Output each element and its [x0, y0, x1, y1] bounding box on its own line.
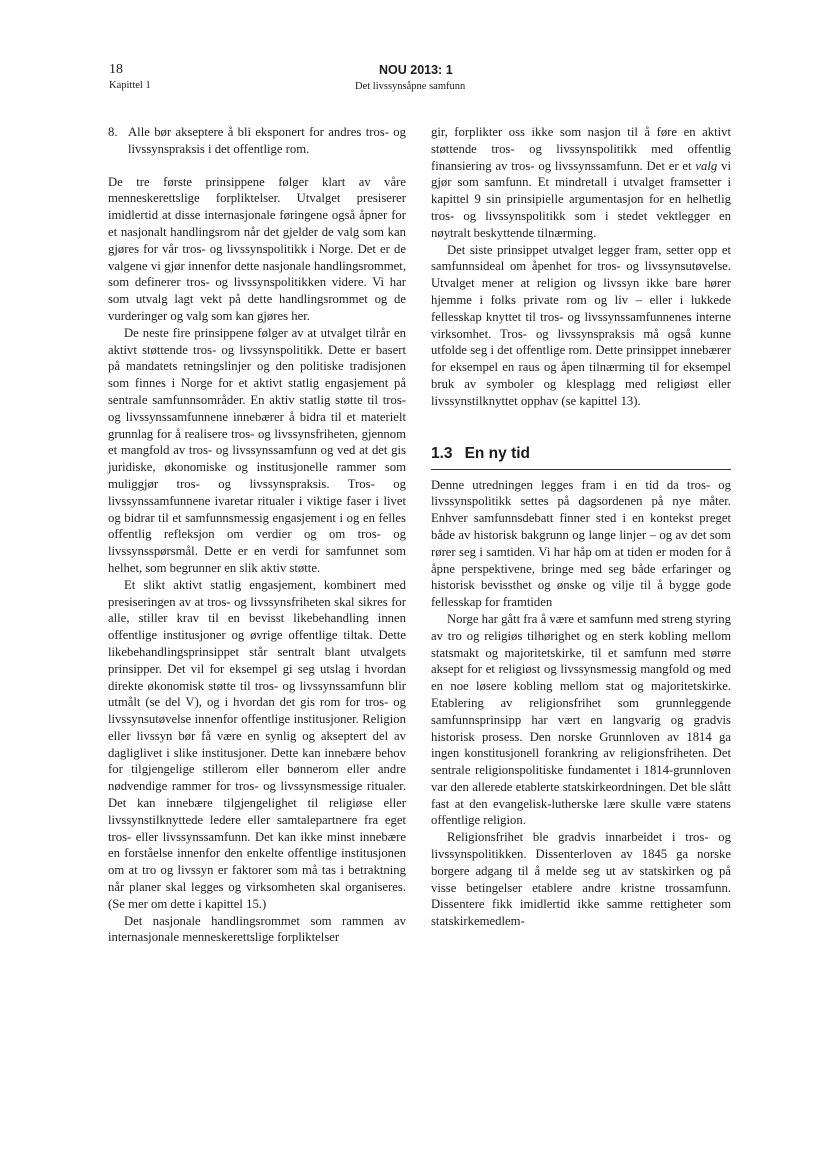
paragraph-text: vi gjør som samfunn. Et mindretall i utvalget framsetter i kapittel 9 sin prinsipielle argumentasjon for en helhetlig tros- og livssynspolitikk som i stedet vektlegger en nøytralt beskyttende tilnærming.	[431, 158, 731, 240]
paragraph	[431, 124, 731, 242]
section-heading	[431, 444, 731, 470]
paragraph: De neste fire prinsippene følger av at utvalget tilrår en aktivt støttende tros- og livssynspolitikk. Dette er basert på mandatets retningslinjer og den politiske tradisjonen som finnes i Norge for et aktivt statlig engasjement på sentrale samfunnsområder. En aktiv statlig støtte til tros- og livssynssamfunnene innebærer å bidra til et materielt grunnlag for å realisere tros- og livssynsfriheten, gjennom et mangfold av tros- og livssynssamfunn og ved at det gis juridiske, økonomiske og institusjonelle rammer som muliggjør tros- og livssynspraksis. Tros- og livssynssamfunnene ivaretar ritualer i viktige faser i livet og bidrar til et samfunnsmessig engasjement i og en felles offentlig refleksjon om verdier og om tros- og livssynsspørsmål. Dette er en verdi for samfunnet som helhet, som begrunner en slik aktiv støtte.	[108, 325, 406, 575]
emphasized-word: valg	[695, 158, 718, 173]
section-number: 1.3	[431, 444, 453, 462]
left-column	[108, 124, 406, 946]
paragraph: Det siste prinsippet utvalget legger fram, setter opp et samfunnsideal om åpenhet for tros- og livssynsutøvelse. Utvalget mener at religion og livssyn ikke bare hører hjemme i folks private rom og liv – eller i lukkede fellesskap knyttet til tros- og livssynssamfunnenes interne virksomhet. Tros- og livssynspraksis må også kunne utfolde seg i det offentlige rom. Dette prinsippet innebærer for eksempel en raus og åpen tilnærming til for eksempel bruk av symboler og klesplagg med religiøst eller livssynstilknyttet opphav (se kapittel 13).	[431, 242, 731, 408]
paragraph: Denne utredningen legges fram i en tid da tros- og livssynspolitikk settes på dagsordenen på nye måter. Enhver samfunnsdebatt finner sted i en kontekst preget både av historisk bakgrunn og lange linjer – og av det som rører seg i samtiden. Vi har håp om at tiden er moden for å åpne perspektivene, bringe med seg både erfaringer og historisk bevissthet og ønske og vilje til å bygge gode fellesskap for framtiden	[431, 477, 731, 610]
paragraph: Et slikt aktivt statlig engasjement, kombinert med presiseringen av at tros- og livssynsfriheten skal sikres for alle, stiller krav til en bevisst likebehandling innen offentlige institusjoner og øvrige offentlige tiltak. Dette likebehandlingsprinsippet står sentralt blant utvalgets prinsipper. Det vil for eksempel gi seg utslag i hvordan direkte økonomisk støtte til tros- og livssynssamfunn blir utmålt (se del V), og i hvordan det gis rom for tros- og livssynsutøvelse innenfor offentlige institusjoner. Religion eller livssyn bør få være en synlig og akseptert del av dagliglivet i slike institusjoner. Dette kan innebære behov for tilgjengelige stillerom eller bønnerom eller andre nødvendige rammer for tros- og livssynsmessige ritualer. Det kan innebære tilgjengelighet til religiøse eller livssynstilknyttede ledere eller samtalepartnere fra eget tros- eller livssynssamfunn. Det kan ikke minst innebære en forståelse innenfor den enkelte offentlige institusjonen om at tro og livssyn er faktorer som må tas i betraktning når planer skal legges og virksomheten skal organiseres. (Se mer om dette i kapittel 15.)	[108, 577, 406, 911]
section-title: En ny tid	[464, 444, 531, 462]
right-column	[431, 124, 731, 930]
document-title: Det livssynsåpne samfunn	[355, 81, 466, 92]
paragraph: De tre første prinsippene følger klart av våre menneskerettslige forpliktelser. Utvalget presiserer imidlertid at disse internasjonale føringene også åpner for et nasjonalt handlingsrom når det gjelder de valg som kan gjøres for vår tros- og livssynspolitikk i Norge. Det er de valgene vi gjør innenfor dette nasjonale handlingsrommet, som definerer tros- og livssynspolitikken videre. Vi har som utvalg lagt vekt på dette handlingsrommet og de vurderinger og valg som kan gjøres her.	[108, 174, 406, 323]
chapter-label: Kapittel 1	[109, 80, 151, 91]
list-item-number: 8.	[108, 125, 118, 139]
page-number: 18	[109, 62, 123, 77]
paragraph: Norge har gått fra å være et samfunn med streng styring av tro og religiøs tilhørighet og en sterk kobling mellom statsmakt og majoritetskirke, til et samfunn med større aksept for et religiøst og livssynsmessig mangfold og med en noe løsere kobling mellom stat og majoritetskirke. Etablering av religionsfrihet som grunnleggende samfunnsprinsipp har vært en langvarig og gradvis historisk prosess. Den norske Grunnloven av 1814 ga ingen konstitusjonell forankring av religionsfriheten. Det sentrale religionspolitiske fundamentet i 1814-grunnloven var den allerede etablerte statskirkeordningen. Det ble slått fast at den evangelisk-lutherske lære skulle være statens offentlige religion.	[431, 611, 731, 828]
document-code: NOU 2013: 1	[379, 63, 453, 77]
list-item-text: Alle bør akseptere å bli eksponert for andres tros- og livssynspraksis i det offentlige rom.	[128, 125, 406, 156]
principle-list-item	[108, 124, 406, 158]
paragraph: Religionsfrihet ble gradvis innarbeidet i tros- og livssynspolitikken. Dissenterloven av 1845 ga norske borgere adgang til å melde seg ut av statskirken og på visse betingelser etablere andre kristne trossamfunn. Dissentere fikk imidlertid ikke samme rettigheter som statskirkemedlem-	[431, 830, 731, 929]
paragraph-text: gir, forplikter oss ikke som nasjon til å føre en aktivt støttende tros- og livssynspolitikk med offentlig finansiering av tros- og livssynssamfunn. Det er et	[431, 125, 731, 173]
paragraph: Det nasjonale handlingsrommet som rammen av internasjonale menneskerettslige forpliktelser	[108, 913, 406, 945]
